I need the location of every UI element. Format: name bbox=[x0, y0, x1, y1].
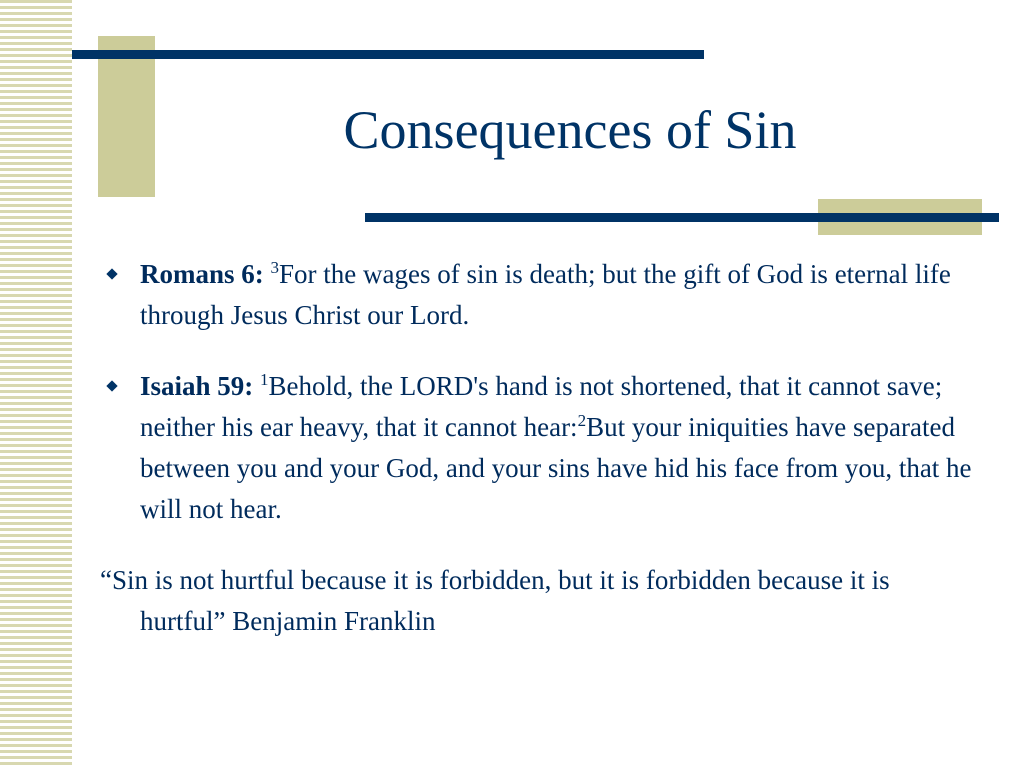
scripture-reference: Romans 6: bbox=[140, 259, 264, 289]
bullet-romans bbox=[100, 254, 980, 336]
verse-number: 2 bbox=[577, 411, 587, 430]
diamond-bullet-icon bbox=[106, 268, 117, 279]
verse-number: 3 bbox=[270, 258, 280, 277]
slide-body bbox=[100, 254, 980, 642]
franklin-quote: “Sin is not hurtful because it is forbidden, but it is forbidden because it is hurtful” Benjamin Franklin bbox=[100, 565, 890, 636]
striped-side-panel bbox=[0, 0, 72, 768]
top-title-rule bbox=[72, 50, 704, 59]
verse-text: Behold, the LORD's hand is not shortened, that it cannot save; neither his ear heavy, that it cannot hear: bbox=[140, 371, 943, 442]
bullet-isaiah bbox=[100, 366, 980, 530]
top-accent-box bbox=[98, 36, 155, 197]
diamond-bullet-icon bbox=[106, 380, 117, 391]
slide-title: Consequences of Sin bbox=[343, 100, 797, 160]
verse-text: For the wages of sin is death; but the gift of God is eternal life through Jesus Christ our Lord. bbox=[140, 259, 951, 330]
scripture-reference: Isaiah 59: bbox=[140, 371, 254, 401]
bottom-title-rule bbox=[365, 213, 999, 222]
verse-text: But your iniquities have separated between you and your God, and your sins have hid his face from you, that he will not hear. bbox=[140, 412, 972, 524]
verse-number: 1 bbox=[260, 370, 269, 389]
